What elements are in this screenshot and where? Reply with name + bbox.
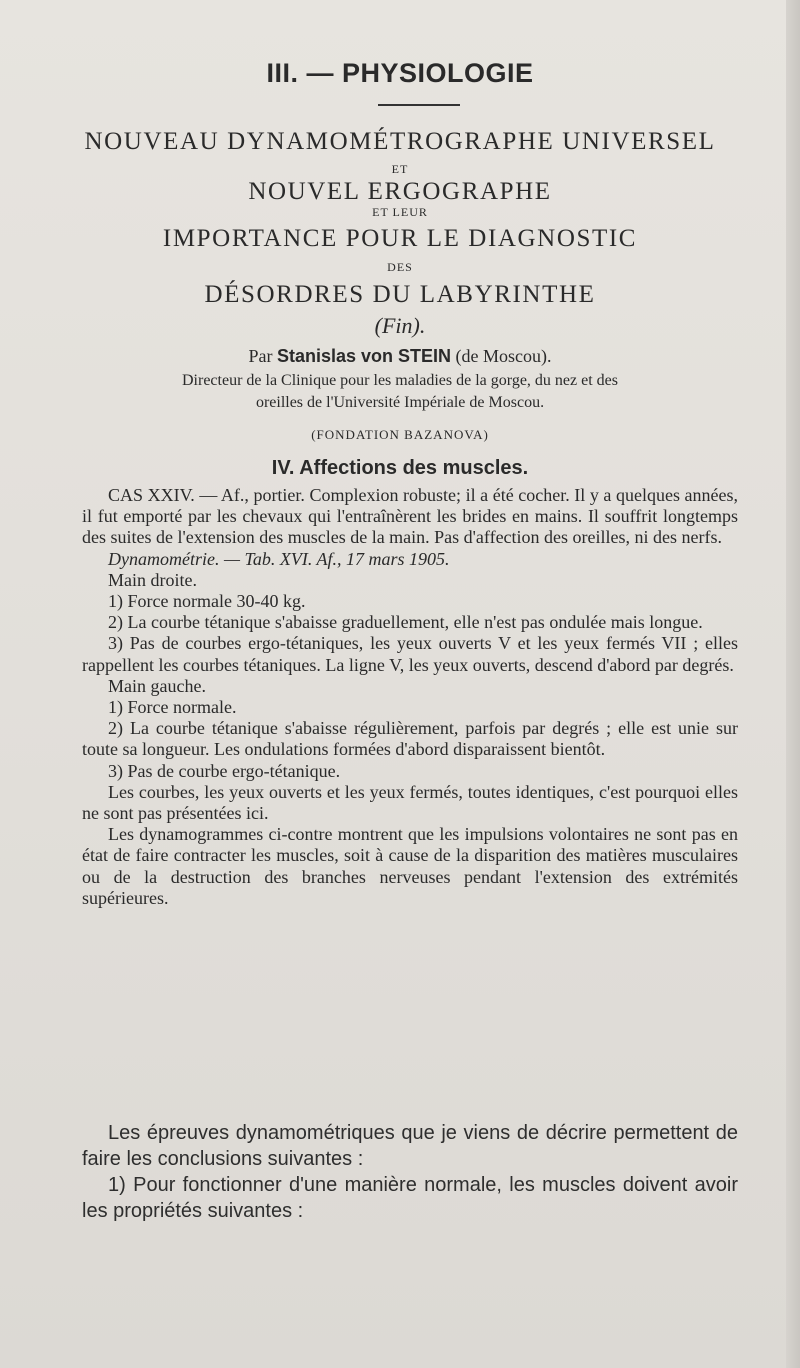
author-line [0, 346, 800, 367]
paragraph-dynamometrie: Dynamométrie. — Tab. XVI. Af., 17 mars 1905. [108, 548, 450, 569]
fondation-label: (FONDATION BAZANOVA) [311, 427, 489, 442]
conjunction-et: ET [391, 162, 409, 176]
paragraph-conclusion-1: 1) Pour fonctionner d'une manière normale, les muscles doivent avoir les propriétés suivantes : [82, 1174, 738, 1222]
paragraph-item: 1) Force normale 30-40 kg. [108, 591, 306, 612]
section-title: III. — PHYSIOLOGIE [266, 58, 534, 88]
paragraph-item: 2) La courbe tétanique s'abaisse graduellement, elle n'est pas ondulée mais longue. [108, 612, 703, 633]
paragraph-item: 3) Pas de courbes ergo-tétaniques, les yeux ouverts V et les yeux fermés VII ; elles rappellent les courbes tétaniques. La ligne V, les yeux ouverts, descend d'abord par degrés. [82, 633, 738, 675]
title-line-3: IMPORTANCE POUR LE DIAGNOSTIC [162, 225, 638, 252]
conclusions-block [82, 1120, 738, 1224]
paragraph-main-gauche: Main gauche. [108, 675, 206, 696]
conjunction-des: DES [387, 260, 413, 274]
fin-label: (Fin). [374, 313, 426, 338]
affiliation-line-2: oreilles de l'Université Impériale de Moscou. [255, 394, 545, 411]
paragraph-item: 1) Force normale. [108, 697, 237, 718]
title-rule [378, 104, 460, 106]
paragraph-dynamogrammes: Les dynamogrammes ci-contre montrent que les impulsions volontaires ne sont pas en état de faire contracter les muscles, soit à cause de la disparition des matières musculaires ou de la destruction des branches nerveuses pendant l'extension des extrémités supérieures. [82, 824, 738, 908]
article-body [82, 485, 738, 909]
paragraph-case: CAS XXIV. — Af., portier. Complexion robuste; il a été cocher. Il y a quelques années, il fut emporté par les chevaux qui l'entraînèrent les brides en mains. Il souffrit longtemps des suites de l'extension des muscles de la main. Pas d'affection des oreilles, ni des nerfs. [82, 485, 738, 548]
paragraph-main-droite: Main droite. [108, 569, 197, 590]
author-name: Stanislas von STEIN [276, 346, 452, 366]
affiliation-line-1: Directeur de la Clinique pour les maladies de la gorge, du nez et des [182, 372, 618, 389]
paragraph-courbes: Les courbes, les yeux ouverts et les yeux fermés, toutes identiques, c'est pourquoi elles ne sont pas présentées ici. [82, 781, 738, 824]
author-par: Par [248, 346, 273, 366]
title-line-1: NOUVEAU DYNAMOMÉTROGRAPHE UNIVERSEL [84, 128, 716, 155]
conjunction-et-leur: ET LEUR [372, 205, 428, 219]
subsection-heading: IV. Affections des muscles. [271, 457, 529, 479]
paragraph-item: 3) Pas de courbe ergo-tétanique. [108, 760, 341, 781]
author-place: (de Moscou). [455, 346, 552, 366]
title-line-4: DÉSORDRES DU LABYRINTHE [204, 281, 596, 308]
paragraph-item: 2) La courbe tétanique s'abaisse régulièrement, parfois par degrés ; elle est unie sur toute sa longueur. Les ondulations formées d'abord disparaissent bientôt. [82, 718, 738, 760]
title-line-2: NOUVEL ERGOGRAPHE [248, 178, 552, 205]
paragraph-conclusions: Les épreuves dynamométriques que je viens de décrire permettent de faire les conclusions suivantes : [82, 1122, 738, 1170]
